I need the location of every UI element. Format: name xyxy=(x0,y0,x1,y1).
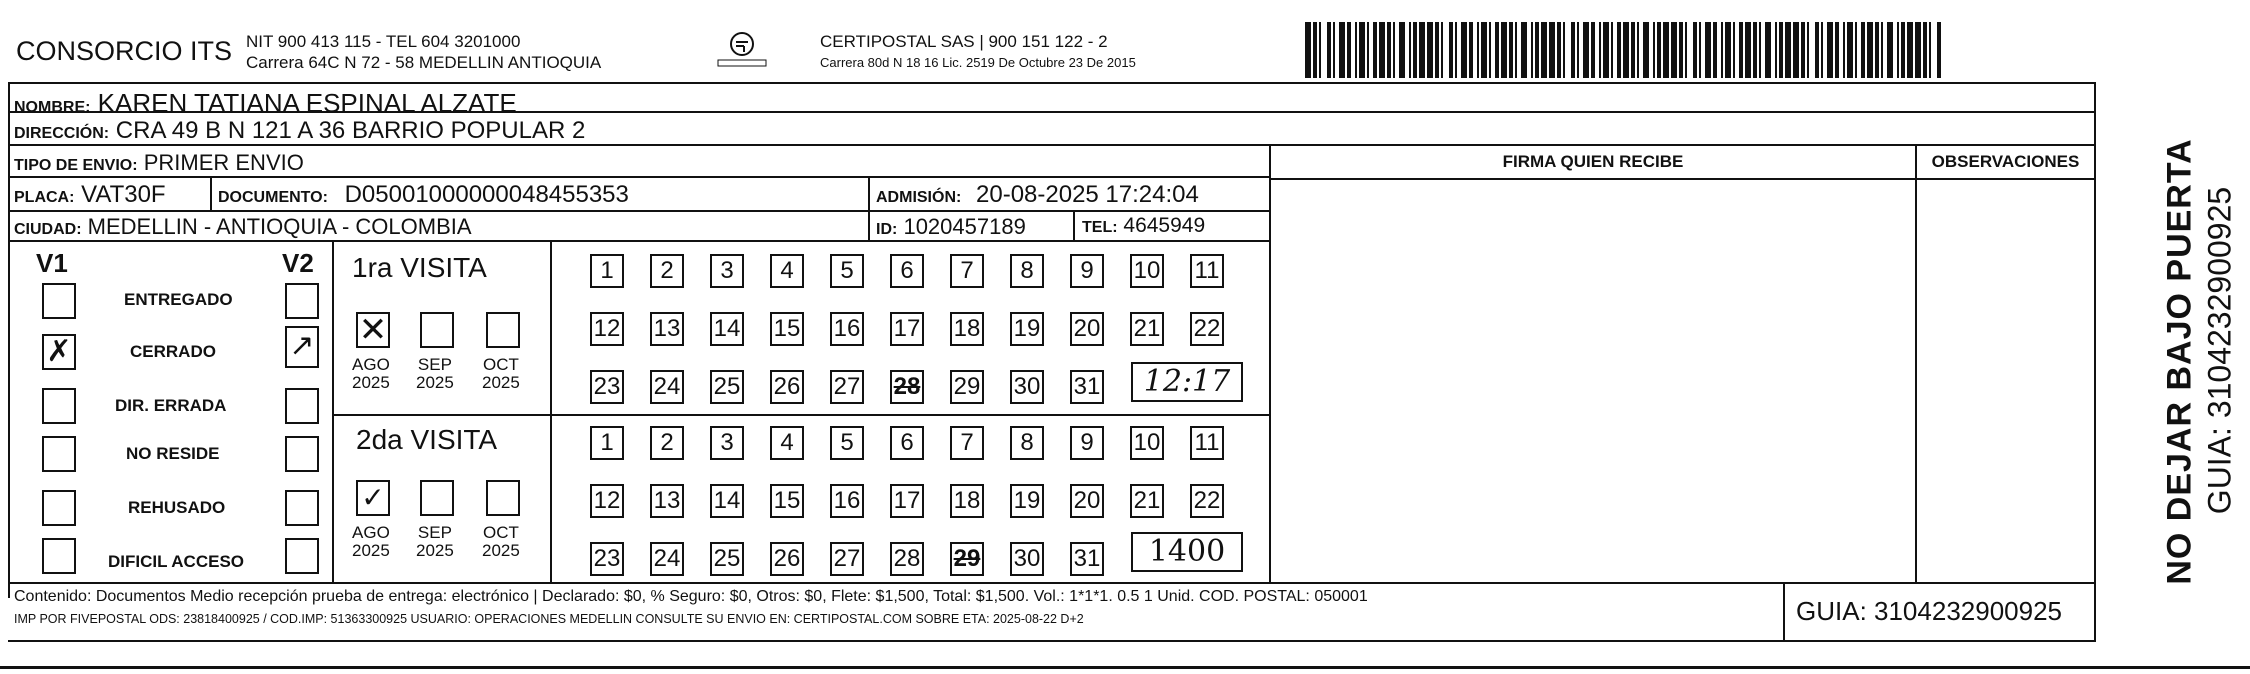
v2-cerrado-checkbox[interactable]: ↗ xyxy=(285,326,319,368)
tel-label: TEL: xyxy=(1082,219,1118,236)
visit1-day-1[interactable]: 1 xyxy=(590,254,624,288)
plate-label: PLACA: xyxy=(14,189,75,206)
v1-header: V1 xyxy=(36,248,68,278)
visit2-day-5[interactable]: 5 xyxy=(830,426,864,460)
visit2-day-14[interactable]: 14 xyxy=(710,484,744,518)
visit1-day-23[interactable]: 23 xyxy=(590,370,624,404)
visit1-day-24[interactable]: 24 xyxy=(650,370,684,404)
visit1-day-6[interactable]: 6 xyxy=(890,254,924,288)
status-rehusado: REHUSADO xyxy=(128,498,226,517)
visit1-oct-checkbox[interactable] xyxy=(486,312,520,348)
status-dir-errada: DIR. ERRADA xyxy=(115,396,227,415)
document-number: D05001000000048455353 xyxy=(344,181,629,208)
visit1-day-4[interactable]: 4 xyxy=(770,254,804,288)
v2-entregado-checkbox[interactable] xyxy=(285,283,319,319)
signature-header: FIRMA QUIEN RECIBE xyxy=(1502,152,1684,171)
visit1-day-19[interactable]: 19 xyxy=(1010,312,1044,346)
visit1-year-sep: 2025 xyxy=(416,373,454,392)
visit1-day-2[interactable]: 2 xyxy=(650,254,684,288)
visit1-title: 1ra VISITA xyxy=(352,252,487,283)
certipostal-logo xyxy=(712,30,772,72)
visit1-day-21[interactable]: 21 xyxy=(1130,312,1164,346)
document-label: DOCUMENTO: xyxy=(218,189,328,206)
visit1-day-29[interactable]: 29 xyxy=(950,370,984,404)
visit2-day-27[interactable]: 27 xyxy=(830,542,864,576)
visit1-sep-checkbox[interactable] xyxy=(420,312,454,348)
visit2-day-17[interactable]: 17 xyxy=(890,484,924,518)
visit1-day-16[interactable]: 16 xyxy=(830,312,864,346)
visit2-sep-checkbox[interactable] xyxy=(420,480,454,516)
visit2-day-19[interactable]: 19 xyxy=(1010,484,1044,518)
v1-no-reside-checkbox[interactable] xyxy=(42,436,76,472)
visit2-day-9[interactable]: 9 xyxy=(1070,426,1104,460)
visit1-day-5[interactable]: 5 xyxy=(830,254,864,288)
visit1-day-8[interactable]: 8 xyxy=(1010,254,1044,288)
visit2-day-21[interactable]: 21 xyxy=(1130,484,1164,518)
name-label: NOMBRE: xyxy=(14,99,91,116)
send-type-label: TIPO DE ENVIO: xyxy=(14,157,138,174)
city: MEDELLIN - ANTIOQUIA - COLOMBIA xyxy=(87,214,472,239)
recipient-name: KAREN TATIANA ESPINAL ALZATE xyxy=(97,88,517,118)
visit2-day-24[interactable]: 24 xyxy=(650,542,684,576)
visit1-month-oct: OCT xyxy=(482,355,519,374)
v2-rehusado-checkbox[interactable] xyxy=(285,490,319,526)
visit1-day-27[interactable]: 27 xyxy=(830,370,864,404)
address-label: DIRECCIÓN: xyxy=(14,125,110,142)
visit2-day-16[interactable]: 16 xyxy=(830,484,864,518)
v1-entregado-checkbox[interactable] xyxy=(42,283,76,319)
visit1-day-9[interactable]: 9 xyxy=(1070,254,1104,288)
recipient-address: CRA 49 B N 121 A 36 BARRIO POPULAR 2 xyxy=(115,117,586,144)
status-dificil-acceso: DIFICIL ACCESO xyxy=(108,552,245,571)
side-panel xyxy=(2100,82,2250,642)
visit1-day-7[interactable]: 7 xyxy=(950,254,984,288)
visit1-day-15[interactable]: 15 xyxy=(770,312,804,346)
visit2-day-7[interactable]: 7 xyxy=(950,426,984,460)
visit1-month-ago: AGO xyxy=(352,355,390,374)
visit1-day-11[interactable]: 11 xyxy=(1190,254,1224,288)
visit2-day-28[interactable]: 28 xyxy=(890,542,924,576)
visit2-day-22[interactable]: 22 xyxy=(1190,484,1224,518)
visit1-year-oct: 2025 xyxy=(482,373,520,392)
visit2-day-12[interactable]: 12 xyxy=(590,484,624,518)
visit2-year-oct: 2025 xyxy=(482,541,520,560)
visit1-day-18[interactable]: 18 xyxy=(950,312,984,346)
footer-print-line: IMP POR FIVEPOSTAL ODS: 23818400925 / COD.IMP: 51363300925 USUARIO: OPERACIONES MEDELLIN CONSULTE SU ENVIO EN: CERTIPOSTAL.COM SOBRE ETA: 2025-08-22 D+2 xyxy=(14,612,1084,626)
status-entregado: ENTREGADO xyxy=(124,290,233,309)
company-address: Carrera 64C N 72 - 58 MEDELLIN ANTIOQUIA xyxy=(246,53,602,72)
visit2-month-ago: AGO xyxy=(352,523,390,542)
visit1-year-ago: 2025 xyxy=(352,373,390,392)
visit2-day-18[interactable]: 18 xyxy=(950,484,984,518)
visit1-day-20[interactable]: 20 xyxy=(1070,312,1104,346)
visit1-day-14[interactable]: 14 xyxy=(710,312,744,346)
visit2-day-11[interactable]: 11 xyxy=(1190,426,1224,460)
v2-header: V2 xyxy=(282,248,314,278)
visit2-day-4[interactable]: 4 xyxy=(770,426,804,460)
admission-label: ADMISIÓN: xyxy=(876,189,962,206)
v1-cerrado-checkbox[interactable]: ✗ xyxy=(42,334,76,370)
visit2-year-ago: 2025 xyxy=(352,541,390,560)
company-name: CONSORCIO ITS xyxy=(16,36,233,66)
v2-dir-errada-checkbox[interactable] xyxy=(285,388,319,424)
footer-guia: GUIA: 3104232900925 xyxy=(1796,596,2062,626)
visit2-day-1[interactable]: 1 xyxy=(590,426,624,460)
status-no-reside: NO RESIDE xyxy=(126,444,220,463)
visit1-day-3[interactable]: 3 xyxy=(710,254,744,288)
visit2-day-29[interactable]: 29 xyxy=(950,542,984,576)
observations-header: OBSERVACIONES xyxy=(1931,152,2080,171)
v1-rehusado-checkbox[interactable] xyxy=(42,490,76,526)
v1-dir-errada-checkbox[interactable] xyxy=(42,388,76,424)
status-cerrado: CERRADO xyxy=(130,342,216,361)
visit1-day-12[interactable]: 12 xyxy=(590,312,624,346)
visit2-title: 2da VISITA xyxy=(356,424,498,455)
visit2-day-13[interactable]: 13 xyxy=(650,484,684,518)
visit1-day-26[interactable]: 26 xyxy=(770,370,804,404)
visit1-day-22[interactable]: 22 xyxy=(1190,312,1224,346)
visit1-month-sep: SEP xyxy=(417,355,452,374)
barcode xyxy=(1305,22,1941,78)
id-number: 1020457189 xyxy=(903,214,1026,239)
plate: VAT30F xyxy=(81,181,166,208)
visit1-day-17[interactable]: 17 xyxy=(890,312,924,346)
tel-number: 4645949 xyxy=(1123,214,1206,237)
visit2-month-sep: SEP xyxy=(417,523,452,542)
id-label: ID: xyxy=(876,221,898,238)
v2-dificil-acceso-checkbox[interactable] xyxy=(285,538,319,574)
visit1-day-31[interactable]: 31 xyxy=(1070,370,1104,404)
visit1-day-25[interactable]: 25 xyxy=(710,370,744,404)
certipostal-line2: Carrera 80d N 18 16 Lic. 2519 De Octubre 23 De 2015 xyxy=(820,55,1136,70)
visit2-ago-checkbox[interactable]: ✓ xyxy=(356,480,390,516)
send-type: PRIMER ENVIO xyxy=(143,150,304,175)
v2-no-reside-checkbox[interactable] xyxy=(285,436,319,472)
visit1-day-13[interactable]: 13 xyxy=(650,312,684,346)
visit2-day-6[interactable]: 6 xyxy=(890,426,924,460)
v1-dificil-acceso-checkbox[interactable] xyxy=(42,538,76,574)
visit2-day-10[interactable]: 10 xyxy=(1130,426,1164,460)
nit-line: NIT 900 413 115 - TEL 604 3201000 xyxy=(246,32,521,51)
visit1-handwritten-time: 12:17 xyxy=(1131,362,1243,402)
visit1-day-10[interactable]: 10 xyxy=(1130,254,1164,288)
certipostal-line1: CERTIPOSTAL SAS | 900 151 122 - 2 xyxy=(820,32,1108,51)
visit2-year-sep: 2025 xyxy=(416,541,454,560)
visit2-day-8[interactable]: 8 xyxy=(1010,426,1044,460)
visit1-ago-checkbox[interactable]: ✕ xyxy=(356,312,390,348)
visit2-day-30[interactable]: 30 xyxy=(1010,542,1044,576)
visit2-handwritten-time: 1400 xyxy=(1131,532,1243,572)
city-label: CIUDAD: xyxy=(14,221,82,238)
visit2-day-23[interactable]: 23 xyxy=(590,542,624,576)
visit2-day-3[interactable]: 3 xyxy=(710,426,744,460)
footer-content-line: Contenido: Documentos Medio recepción prueba de entrega: electrónico | Declarado: $0, % Seguro: $0, Otros: $0, Flete: $1,500, Total: $1,500. Vol.: 1*1*1. 0.5 1 Unid. COD. POSTAL: 050001 xyxy=(14,588,1368,605)
visit2-day-15[interactable]: 15 xyxy=(770,484,804,518)
admission-datetime: 20-08-2025 17:24:04 xyxy=(976,181,1199,208)
visit2-month-oct: OCT xyxy=(482,523,519,542)
visit2-day-20[interactable]: 20 xyxy=(1070,484,1104,518)
visit2-day-26[interactable]: 26 xyxy=(770,542,804,576)
visit2-day-25[interactable]: 25 xyxy=(710,542,744,576)
visit2-oct-checkbox[interactable] xyxy=(486,480,520,516)
visit2-day-2[interactable]: 2 xyxy=(650,426,684,460)
no-dejar-bajo-puerta: NO DEJAR BAJO PUERTA xyxy=(2160,138,2199,585)
visit2-day-31[interactable]: 31 xyxy=(1070,542,1104,576)
visit1-day-28[interactable]: 28 xyxy=(890,370,924,404)
visit1-day-30[interactable]: 30 xyxy=(1010,370,1044,404)
side-guia: GUIA: 3104232900925 xyxy=(2201,186,2238,515)
